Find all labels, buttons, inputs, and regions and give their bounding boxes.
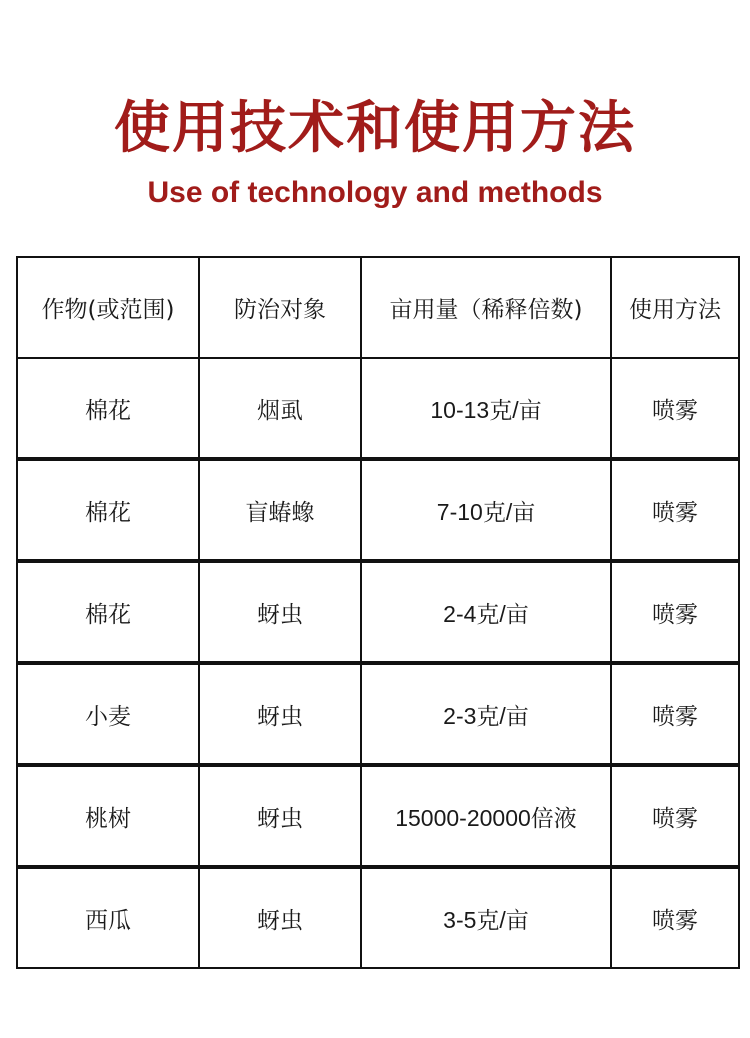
cell-target-pest: 盲蝽蟓 bbox=[199, 459, 361, 561]
header-method: 使用方法 bbox=[611, 257, 739, 358]
page-subtitle: Use of technology and methods bbox=[147, 176, 603, 209]
table-row bbox=[17, 358, 739, 459]
cell-target-pest: 烟虱 bbox=[199, 358, 361, 459]
cell-method: 喷雾 bbox=[611, 358, 739, 459]
cell-target-pest: 蚜虫 bbox=[199, 867, 361, 968]
header-crop: 作物(或范围) bbox=[17, 257, 199, 358]
cell-method: 喷雾 bbox=[611, 459, 739, 561]
cell-method: 喷雾 bbox=[611, 663, 739, 765]
table-row bbox=[17, 663, 739, 765]
table-header-row bbox=[17, 257, 739, 358]
cell-target-pest: 蚜虫 bbox=[199, 765, 361, 867]
cell-method: 喷雾 bbox=[611, 867, 739, 968]
cell-crop: 棉花 bbox=[17, 358, 199, 459]
cell-dosage: 10-13克/亩 bbox=[361, 358, 611, 459]
cell-target-pest: 蚜虫 bbox=[199, 561, 361, 663]
cell-dosage: 15000-20000倍液 bbox=[361, 765, 611, 867]
cell-dosage: 3-5克/亩 bbox=[361, 867, 611, 968]
table-row bbox=[17, 561, 739, 663]
cell-dosage: 2-3克/亩 bbox=[361, 663, 611, 765]
cell-method: 喷雾 bbox=[611, 561, 739, 663]
usage-table bbox=[16, 256, 740, 969]
table-row bbox=[17, 867, 739, 968]
table-row bbox=[17, 459, 739, 561]
cell-crop: 小麦 bbox=[17, 663, 199, 765]
cell-method: 喷雾 bbox=[611, 765, 739, 867]
cell-crop: 棉花 bbox=[17, 459, 199, 561]
cell-crop: 桃树 bbox=[17, 765, 199, 867]
table-row bbox=[17, 765, 739, 867]
page-title: 使用技术和使用方法 bbox=[114, 95, 636, 161]
cell-crop: 棉花 bbox=[17, 561, 199, 663]
cell-dosage: 2-4克/亩 bbox=[361, 561, 611, 663]
header-target-pest: 防治对象 bbox=[199, 257, 361, 358]
header-dosage: 亩用量（稀释倍数) bbox=[361, 257, 611, 358]
cell-dosage: 7-10克/亩 bbox=[361, 459, 611, 561]
cell-crop: 西瓜 bbox=[17, 867, 199, 968]
cell-target-pest: 蚜虫 bbox=[199, 663, 361, 765]
